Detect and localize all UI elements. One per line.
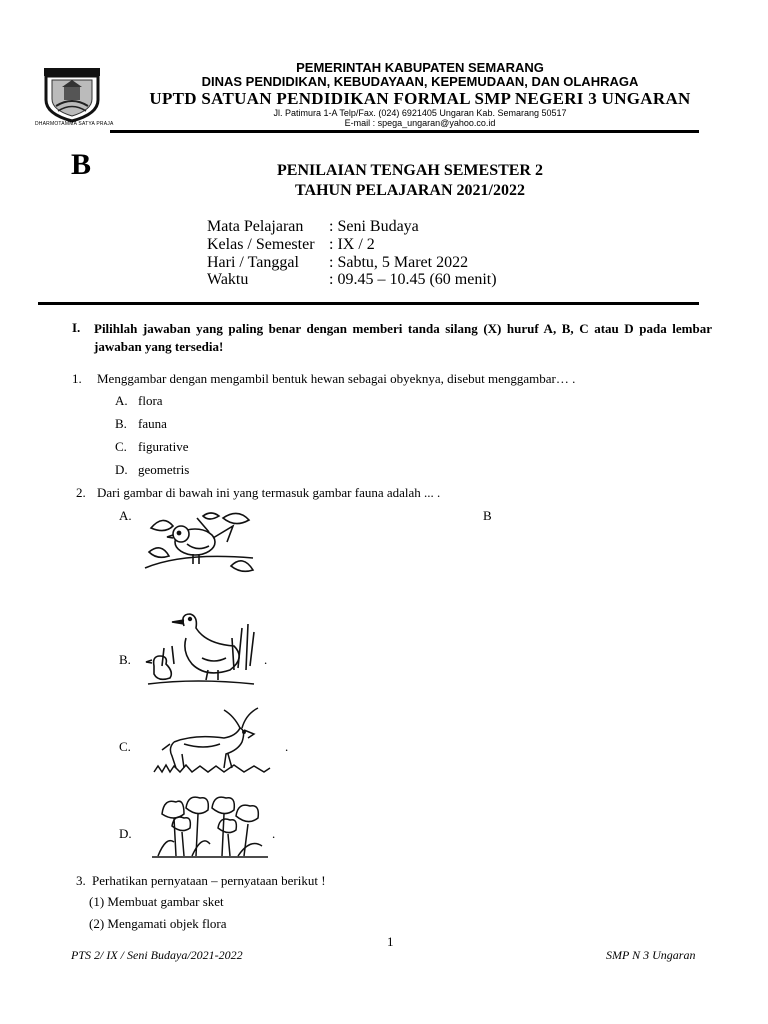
info-label-time: Waktu — [207, 271, 249, 288]
q2-option-d-letter: D. — [119, 826, 132, 841]
q2-option-b-letter: B. — [119, 652, 131, 667]
q2-option-c-letter: C. — [119, 739, 131, 754]
letterhead-divider — [110, 130, 699, 133]
header-divider — [38, 302, 699, 305]
q1-option-d-letter: D. — [115, 462, 128, 477]
letterhead-government: PEMERINTAH KABUPATEN SEMARANG — [296, 60, 544, 75]
q2-option-a-letter: A. — [119, 508, 132, 523]
q1-option-a-text: flora — [138, 393, 163, 408]
q1-option-c-letter: C. — [115, 439, 127, 454]
exam-year: TAHUN PELAJARAN 2021/2022 — [295, 182, 525, 199]
question-3-number: 3. — [76, 873, 86, 888]
letterhead-school: UPTD SATUAN PENDIDIKAN FORMAL SMP NEGERI 3 UNGARAN — [149, 89, 691, 108]
footer-course: PTS 2/ IX / Seni Budaya/2021-2022 — [71, 948, 243, 962]
letterhead-email: E-mail : spega_ungaran@yahoo.co.id — [344, 118, 496, 128]
question-2-text: Dari gambar di bawah ini yang termasuk gambar fauna adalah ... . — [97, 485, 441, 500]
q1-option-b-letter: B. — [115, 416, 127, 431]
footer-school: SMP N 3 Ungaran — [606, 948, 696, 962]
exam-variant: B — [71, 148, 92, 181]
q2-option-c-trail: . — [285, 739, 289, 754]
q1-option-d-text: geometris — [138, 462, 190, 477]
info-value-class: : IX / 2 — [329, 236, 375, 253]
question-1-number: 1. — [72, 371, 82, 386]
page-number: 1 — [387, 934, 394, 949]
q3-statement-1: (1) Membuat gambar sket — [89, 894, 224, 909]
section-instruction: Pilihlah jawaban yang paling benar dengan memberi tanda silang (X) huruf A, B, C atau D pada lembar jawaban yang tersedia! — [94, 321, 712, 354]
letterhead-address: Jl. Patimura 1-A Telp/Fax. (024) 6921405 Ungaran Kab. Semarang 50517 — [273, 108, 567, 118]
q2-option-d-trail: . — [272, 826, 276, 841]
q2-option-b-trail: . — [264, 652, 268, 667]
letterhead-department: DINAS PENDIDIKAN, KEBUDAYAAN, KEPEMUDAAN, DAN OLAHRAGA — [201, 74, 639, 89]
info-label-subject: Mata Pelajaran — [207, 218, 304, 235]
question-2-number: 2. — [76, 485, 86, 500]
info-value-time: : 09.45 – 10.45 (60 menit) — [329, 271, 497, 288]
antelope-icon — [154, 708, 272, 781]
q3-statement-2: (2) Mengamati objek flora — [89, 916, 227, 931]
info-label-class: Kelas / Semester — [207, 236, 315, 253]
logo-caption: DHARMOTAMMA SATYA PRAJA — [35, 121, 114, 127]
bird-on-branch-icon — [143, 508, 255, 585]
q1-option-c-text: figurative — [138, 439, 189, 454]
q1-option-a-letter: A. — [115, 393, 128, 408]
info-label-date: Hari / Tanggal — [207, 254, 299, 271]
question-1-text: Menggambar dengan mengambil bentuk hewan sebagai obyeknya, disebut menggambar… . — [97, 371, 576, 386]
question-3-text: Perhatikan pernyataan – pernyataan berikut ! — [92, 873, 326, 888]
exam-title: PENILAIAN TENGAH SEMESTER 2 — [277, 162, 543, 179]
flowers-icon — [152, 794, 268, 863]
ducks-icon — [146, 608, 256, 693]
q1-option-b-text: fauna — [138, 416, 167, 431]
info-value-date: : Sabtu, 5 Maret 2022 — [329, 254, 469, 271]
section-number: I. — [72, 320, 81, 335]
q2-stray-letter: B — [483, 508, 492, 523]
info-value-subject: : Seni Budaya — [329, 218, 419, 235]
